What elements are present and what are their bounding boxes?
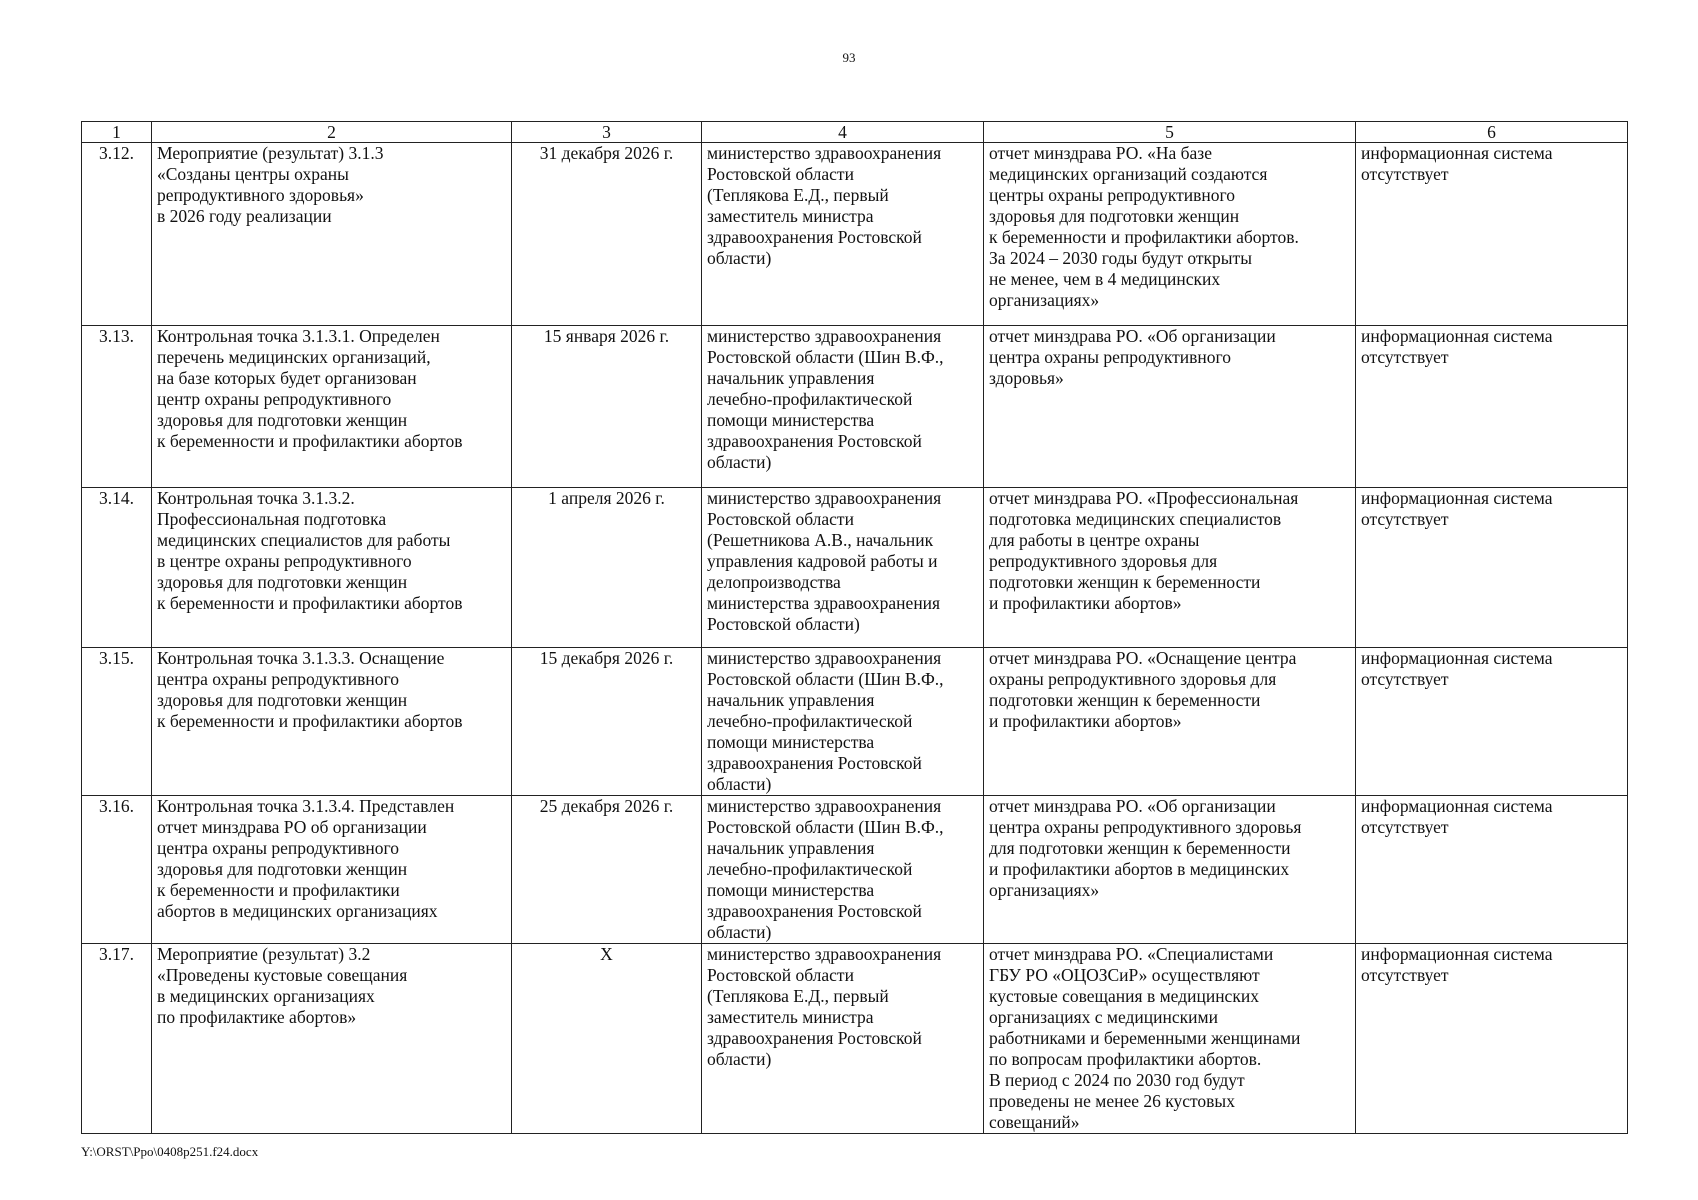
table-row	[82, 648, 1628, 796]
column-header: 5	[984, 122, 1356, 143]
date-cell: Х	[512, 944, 702, 1134]
system-cell: информационная система отсутствует	[1356, 488, 1628, 648]
responsible-cell: министерство здравоохранения Ростовской области (Теплякова Е.Д., первый заместитель министра здравоохранения Ростовской области)	[702, 143, 984, 326]
column-header: 3	[512, 122, 702, 143]
table-row	[82, 944, 1628, 1134]
document-cell: отчет минздрава РО. «Оснащение центра охраны репродуктивного здоровья для подготовки женщин к беременности и профилактики абортов»	[984, 648, 1356, 796]
date-cell: 1 апреля 2026 г.	[512, 488, 702, 648]
date-cell: 31 декабря 2026 г.	[512, 143, 702, 326]
responsible-cell: министерство здравоохранения Ростовской области (Шин В.Ф., начальник управления лечебно-профилактической помощи министерства здравоохранения Ростовской области)	[702, 796, 984, 944]
column-header: 1	[82, 122, 152, 143]
document-cell: отчет минздрава РО. «Специалистами ГБУ РО «ОЦОЗСиР» осуществляют кустовые совещания в медицинских организациях с медицинскими работниками и беременными женщинами по вопросам профилактики абортов. В период с 2024 по 2030 год будут проведены не менее 26 кустовых совещаний»	[984, 944, 1356, 1134]
document-cell: отчет минздрава РО. «Об организации центра охраны репродуктивного здоровья»	[984, 326, 1356, 488]
document-cell: отчет минздрава РО. «Профессиональная подготовка медицинских специалистов для работы в центре охраны репродуктивного здоровья для подготовки женщин к беременности и профилактики абортов»	[984, 488, 1356, 648]
responsible-cell: министерство здравоохранения Ростовской области (Шин В.Ф., начальник управления лечебно-профилактической помощи министерства здравоохранения Ростовской области)	[702, 326, 984, 488]
date-cell: 25 декабря 2026 г.	[512, 796, 702, 944]
row-number: 3.14.	[82, 488, 152, 648]
row-number: 3.17.	[82, 944, 152, 1134]
plan-table	[81, 121, 1628, 1134]
column-header: 6	[1356, 122, 1628, 143]
table-row	[82, 326, 1628, 488]
row-number: 3.15.	[82, 648, 152, 796]
page-number: 93	[842, 50, 856, 65]
row-number: 3.16.	[82, 796, 152, 944]
row-number: 3.13.	[82, 326, 152, 488]
system-cell: информационная система отсутствует	[1356, 944, 1628, 1134]
event-cell: Контрольная точка 3.1.3.1. Определен перечень медицинских организаций, на базе которых будет организован центр охраны репродуктивного здоровья для подготовки женщин к беременности и профилактики абортов	[152, 326, 512, 488]
responsible-cell: министерство здравоохранения Ростовской области (Шин В.Ф., начальник управления лечебно-профилактической помощи министерства здравоохранения Ростовской области)	[702, 648, 984, 796]
system-cell: информационная система отсутствует	[1356, 648, 1628, 796]
event-cell: Мероприятие (результат) 3.2 «Проведены кустовые совещания в медицинских организациях по профилактике абортов»	[152, 944, 512, 1134]
table-row	[82, 796, 1628, 944]
responsible-cell: министерство здравоохранения Ростовской области (Решетникова А.В., начальник управления кадровой работы и делопроизводства министерства здравоохранения Ростовской области)	[702, 488, 984, 648]
row-number: 3.12.	[82, 143, 152, 326]
document-cell: отчет минздрава РО. «Об организации центра охраны репродуктивного здоровья для подготовки женщин к беременности и профилактики абортов в медицинских организациях»	[984, 796, 1356, 944]
system-cell: информационная система отсутствует	[1356, 796, 1628, 944]
responsible-cell: министерство здравоохранения Ростовской области (Теплякова Е.Д., первый заместитель министра здравоохранения Ростовской области)	[702, 944, 984, 1134]
table-row	[82, 143, 1628, 326]
event-cell: Контрольная точка 3.1.3.3. Оснащение центра охраны репродуктивного здоровья для подготовки женщин к беременности и профилактики абортов	[152, 648, 512, 796]
date-cell: 15 декабря 2026 г.	[512, 648, 702, 796]
system-cell: информационная система отсутствует	[1356, 143, 1628, 326]
event-cell: Мероприятие (результат) 3.1.3 «Созданы центры охраны репродуктивного здоровья» в 2026 году реализации	[152, 143, 512, 326]
event-cell: Контрольная точка 3.1.3.4. Представлен отчет минздрава РО об организации центра охраны репродуктивного здоровья для подготовки женщин к беременности и профилактики абортов в медицинских организациях	[152, 796, 512, 944]
table-header-row	[82, 122, 1628, 143]
table-row	[82, 488, 1628, 648]
column-header: 2	[152, 122, 512, 143]
column-header: 4	[702, 122, 984, 143]
document-cell: отчет минздрава РО. «На базе медицинских организаций создаются центры охраны репродуктивного здоровья для подготовки женщин к беременности и профилактики абортов. За 2024 – 2030 годы будут открыты не менее, чем в 4 медицинских организациях»	[984, 143, 1356, 326]
system-cell: информационная система отсутствует	[1356, 326, 1628, 488]
date-cell: 15 января 2026 г.	[512, 326, 702, 488]
file-path-footer: Y:\ORST\Ppo\0408p251.f24.docx	[81, 1144, 259, 1159]
event-cell: Контрольная точка 3.1.3.2. Профессиональная подготовка медицинских специалистов для работы в центре охраны репродуктивного здоровья для подготовки женщин к беременности и профилактики абортов	[152, 488, 512, 648]
